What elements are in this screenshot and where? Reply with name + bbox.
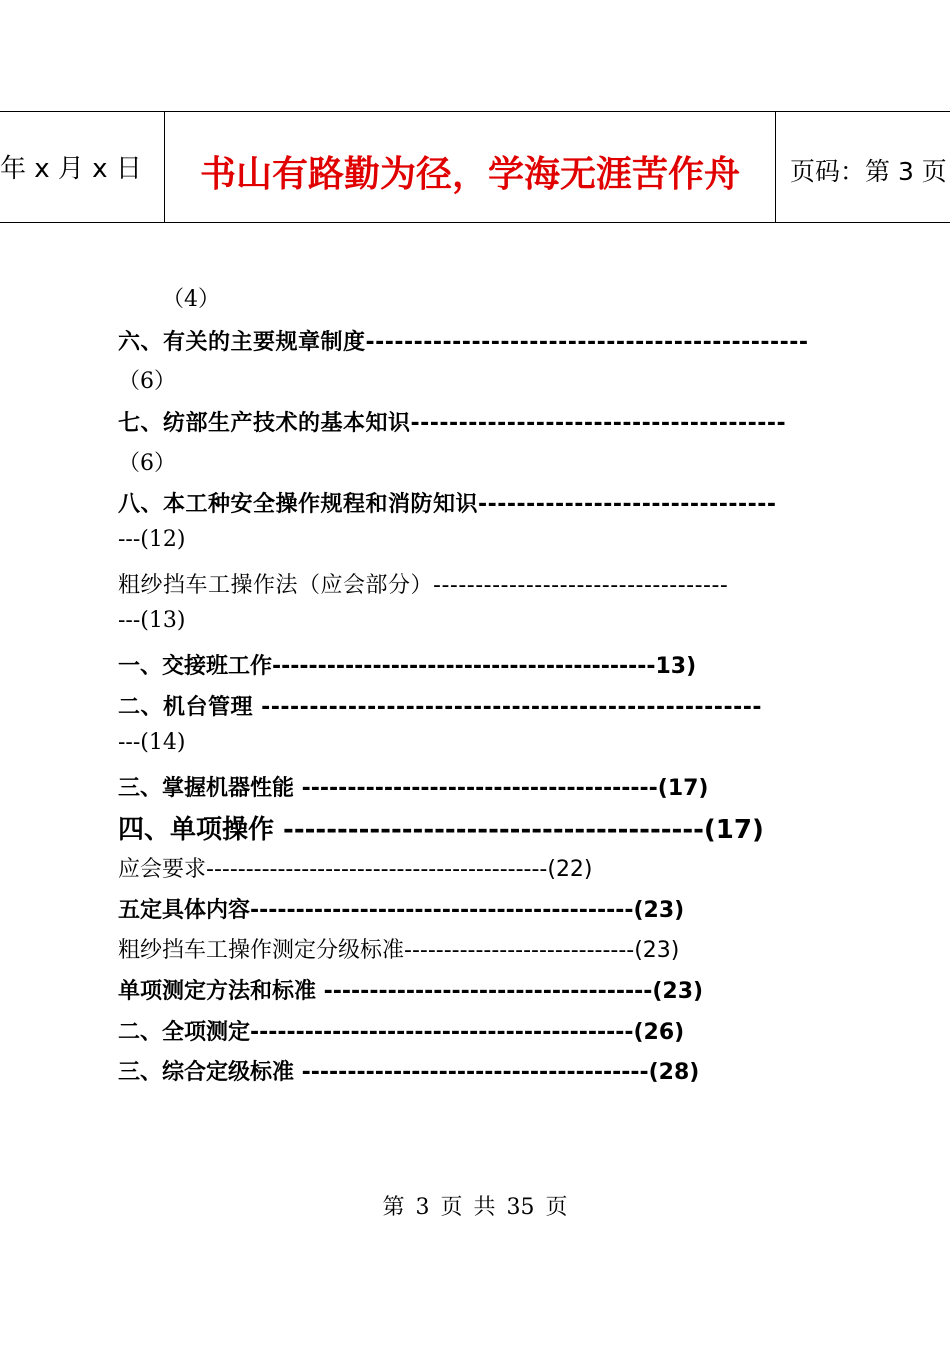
header-motto: 书山有路勤为径，学海无涯苦作舟 xyxy=(199,153,740,195)
toc-page-ref: （6） xyxy=(118,451,176,476)
toc-entry: 应会要求-------------------------------------------(22) xyxy=(118,857,593,882)
toc-entry: 二、全项测定------------------------------------------(26) xyxy=(118,1020,685,1045)
toc-entry: 三、综合定级标准 --------------------------------------(28) xyxy=(118,1060,700,1085)
toc-page-ref: ---(12) xyxy=(118,527,186,552)
toc-entry: 粗纱挡车工操作法（应会部分）----------------------------------- xyxy=(118,573,729,598)
page-header xyxy=(0,111,950,223)
header-divider xyxy=(775,112,776,222)
toc-entry: 一、交接班工作------------------------------------------13) xyxy=(118,654,697,679)
toc-entry: 四、单项操作 ---------------------------------------(17) xyxy=(118,815,764,845)
toc-entry: 二、机台管理 ---------------------------------------------------- xyxy=(118,695,762,720)
toc-entry: 七、纺部生产技术的基本知识--------------------------------------- xyxy=(118,411,787,436)
toc-entry: 五定具体内容------------------------------------------(23) xyxy=(118,898,685,923)
toc-page-ref: （6） xyxy=(118,369,176,394)
toc-entry: 三、掌握机器性能 ---------------------------------------(17) xyxy=(118,776,709,801)
toc-entry: 单项测定方法和标准 ------------------------------------(23) xyxy=(118,979,704,1004)
toc-page-ref: ---(14) xyxy=(118,730,186,755)
toc-entry: 八、本工种安全操作规程和消防知识------------------------------- xyxy=(118,492,777,517)
page-footer: 第 3 页 共 35 页 xyxy=(382,1195,568,1220)
toc-page-ref: ---(13) xyxy=(118,608,186,633)
toc-page-ref: （4） xyxy=(162,287,220,312)
toc-entry: 粗纱挡车工操作测定分级标准-----------------------------(23) xyxy=(118,938,680,963)
header-page-number: 页码：第 3 页 xyxy=(790,157,947,186)
header-date: 年 x 月 x 日 xyxy=(0,154,142,184)
toc-entry: 六、有关的主要规章制度---------------------------------------------- xyxy=(118,330,809,355)
